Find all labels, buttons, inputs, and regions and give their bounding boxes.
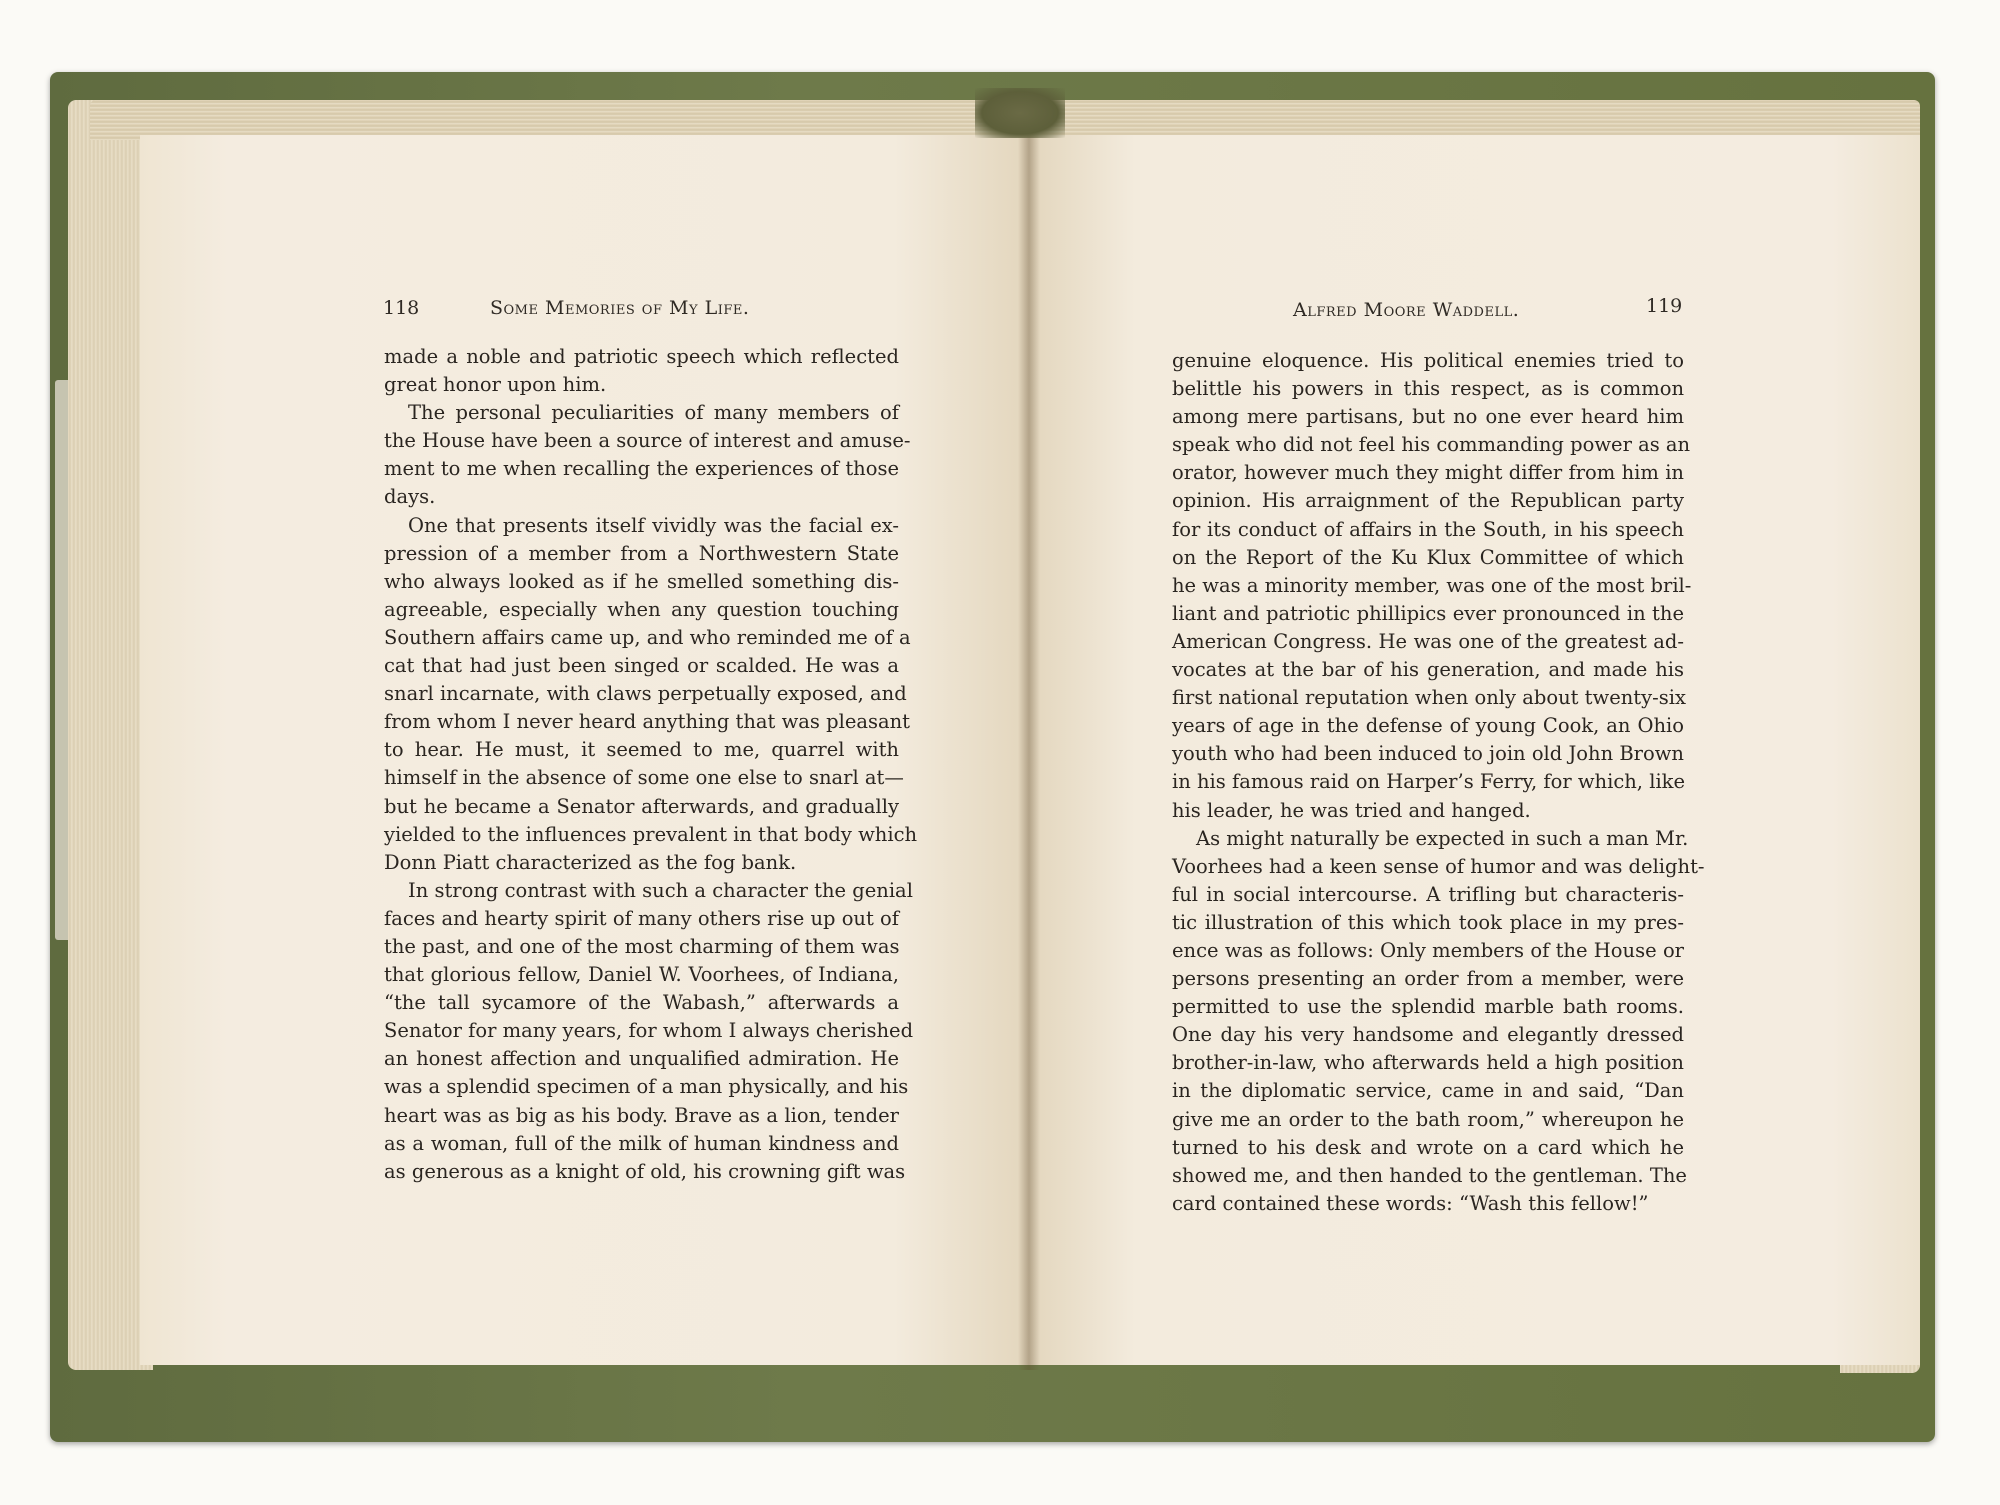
- text-line: on the Report of the Ku Klux Committee of which: [1172, 545, 1684, 569]
- text-line: brother-in-law, who afterwards held a high position: [1172, 1051, 1684, 1075]
- text-line: card contained these words: “Wash this fellow!”: [1172, 1191, 1649, 1215]
- binding-thread: [975, 88, 1065, 138]
- text-line: persons presenting an order from a member, were: [1172, 967, 1684, 991]
- text-line: ment to me when recalling the experiences of those: [384, 457, 899, 481]
- text-line: the House have been a source of interest and amuse-: [384, 429, 911, 453]
- text-line: days.: [384, 485, 436, 509]
- left-page-number: 118: [383, 297, 420, 319]
- text-line: orator, however much they might differ from him in: [1172, 461, 1684, 485]
- text-line: great honor upon him.: [384, 373, 607, 397]
- text-line: in the diplomatic service, came in and said, “Dan: [1172, 1079, 1684, 1103]
- text-line: to hear. He must, it seemed to me, quarrel with: [384, 738, 899, 762]
- text-line: In strong contrast with such a character the genial: [408, 878, 913, 902]
- right-page-body: [1172, 347, 1705, 1218]
- text-line: made a noble and patriotic speech which reflected: [384, 345, 899, 368]
- text-line: for its conduct of affairs in the South, in his speech: [1172, 517, 1684, 541]
- text-line: the past, and one of the most charming of them was: [384, 934, 900, 958]
- text-line: himself in the absence of some one else to snarl at—: [384, 766, 904, 790]
- text-line: an honest affection and unqualified admiration. He: [384, 1047, 899, 1071]
- text-line: in his famous raid on Harper’s Ferry, for which, like: [1172, 770, 1686, 794]
- text-line: speak who did not feel his commanding power as an: [1172, 433, 1691, 457]
- text-line: “the tall sycamore of the Wabash,” afterwards a: [384, 991, 899, 1015]
- text-line: opinion. His arraignment of the Republican party: [1172, 489, 1684, 513]
- text-line: years of age in the defense of young Cook, an Ohio: [1172, 714, 1684, 738]
- left-running-head: Some Memories of My Life.: [490, 297, 750, 319]
- text-line: Donn Piatt characterized as the fog bank.: [384, 850, 797, 874]
- text-line: give me an order to the bath room,” whereupon he: [1172, 1107, 1684, 1131]
- text-line: but he became a Senator afterwards, and gradually: [384, 794, 899, 818]
- book-gutter: [1018, 110, 1040, 1370]
- text-line: The personal peculiarities of many members of: [408, 401, 899, 425]
- right-running-head: Alfred Moore Waddell.: [1293, 299, 1520, 321]
- left-page-body: [384, 343, 918, 1186]
- text-line: youth who had been induced to join old John Brown: [1172, 742, 1684, 766]
- text-line: faces and hearty spirit of many others rise up out of: [384, 906, 899, 930]
- text-line: that glorious fellow, Daniel W. Voorhees, of Indiana,: [384, 963, 899, 987]
- text-line: showed me, and then handed to the gentleman. The: [1172, 1163, 1687, 1187]
- text-line: first national reputation when only about twenty-six: [1172, 686, 1686, 710]
- text-line: One day his very handsome and elegantly dressed: [1172, 1023, 1684, 1047]
- text-line: his leader, he was tried and hanged.: [1172, 798, 1531, 822]
- text-line: One that presents itself vividly was the facial ex-: [408, 513, 899, 537]
- text-line: turned to his desk and wrote on a card which he: [1172, 1135, 1684, 1159]
- text-line: cat that had just been singed or scalded. He was a: [384, 654, 899, 678]
- text-line: permitted to use the splendid marble bath rooms.: [1172, 995, 1684, 1019]
- text-line: snarl incarnate, with claws perpetually exposed, and: [384, 682, 907, 706]
- text-line: Senator for many years, for whom I always cherished: [384, 1019, 914, 1043]
- text-line: Voorhees had a keen sense of humor and was delight-: [1172, 854, 1705, 878]
- text-line: from whom I never heard anything that was pleasant: [384, 710, 911, 734]
- text-line: yielded to the influences prevalent in that body which: [384, 822, 918, 846]
- text-line: pression of a member from a Northwestern State: [384, 541, 899, 565]
- text-line: ful in social intercourse. A trifling but characteris-: [1172, 882, 1684, 906]
- text-line: belittle his powers in this respect, as is common: [1172, 377, 1684, 401]
- text-line: as a woman, full of the milk of human kindness and: [384, 1131, 899, 1155]
- text-line: American Congress. He was one of the greatest ad-: [1172, 629, 1684, 653]
- text-line: tic illustration of this which took place in my pres-: [1172, 910, 1684, 934]
- text-line: was a splendid specimen of a man physically, and his: [384, 1075, 909, 1099]
- text-line: agreeable, especially when any question touching: [384, 597, 899, 621]
- text-line: ence was as follows: Only members of the House or: [1172, 938, 1684, 962]
- right-page-number: 119: [1646, 295, 1683, 317]
- text-line: genuine eloquence. His political enemies tried to: [1172, 349, 1684, 372]
- text-line: he was a minority member, was one of the most bril-: [1172, 573, 1692, 597]
- text-line: heart was as big as his body. Brave as a lion, tender: [384, 1103, 899, 1127]
- text-line: who always looked as if he smelled something dis-: [384, 569, 899, 593]
- text-line: As might naturally be expected in such a man Mr.: [1196, 826, 1689, 850]
- text-line: Southern affairs came up, and who reminded me of a: [384, 625, 911, 649]
- text-line: liant and patriotic phillipics ever pronounced in the: [1172, 601, 1684, 625]
- text-line: among mere partisans, but no one ever heard him: [1172, 405, 1684, 429]
- text-line: vocates at the bar of his generation, and made his: [1172, 658, 1684, 682]
- text-line: as generous as a knight of old, his crowning gift was: [384, 1159, 906, 1183]
